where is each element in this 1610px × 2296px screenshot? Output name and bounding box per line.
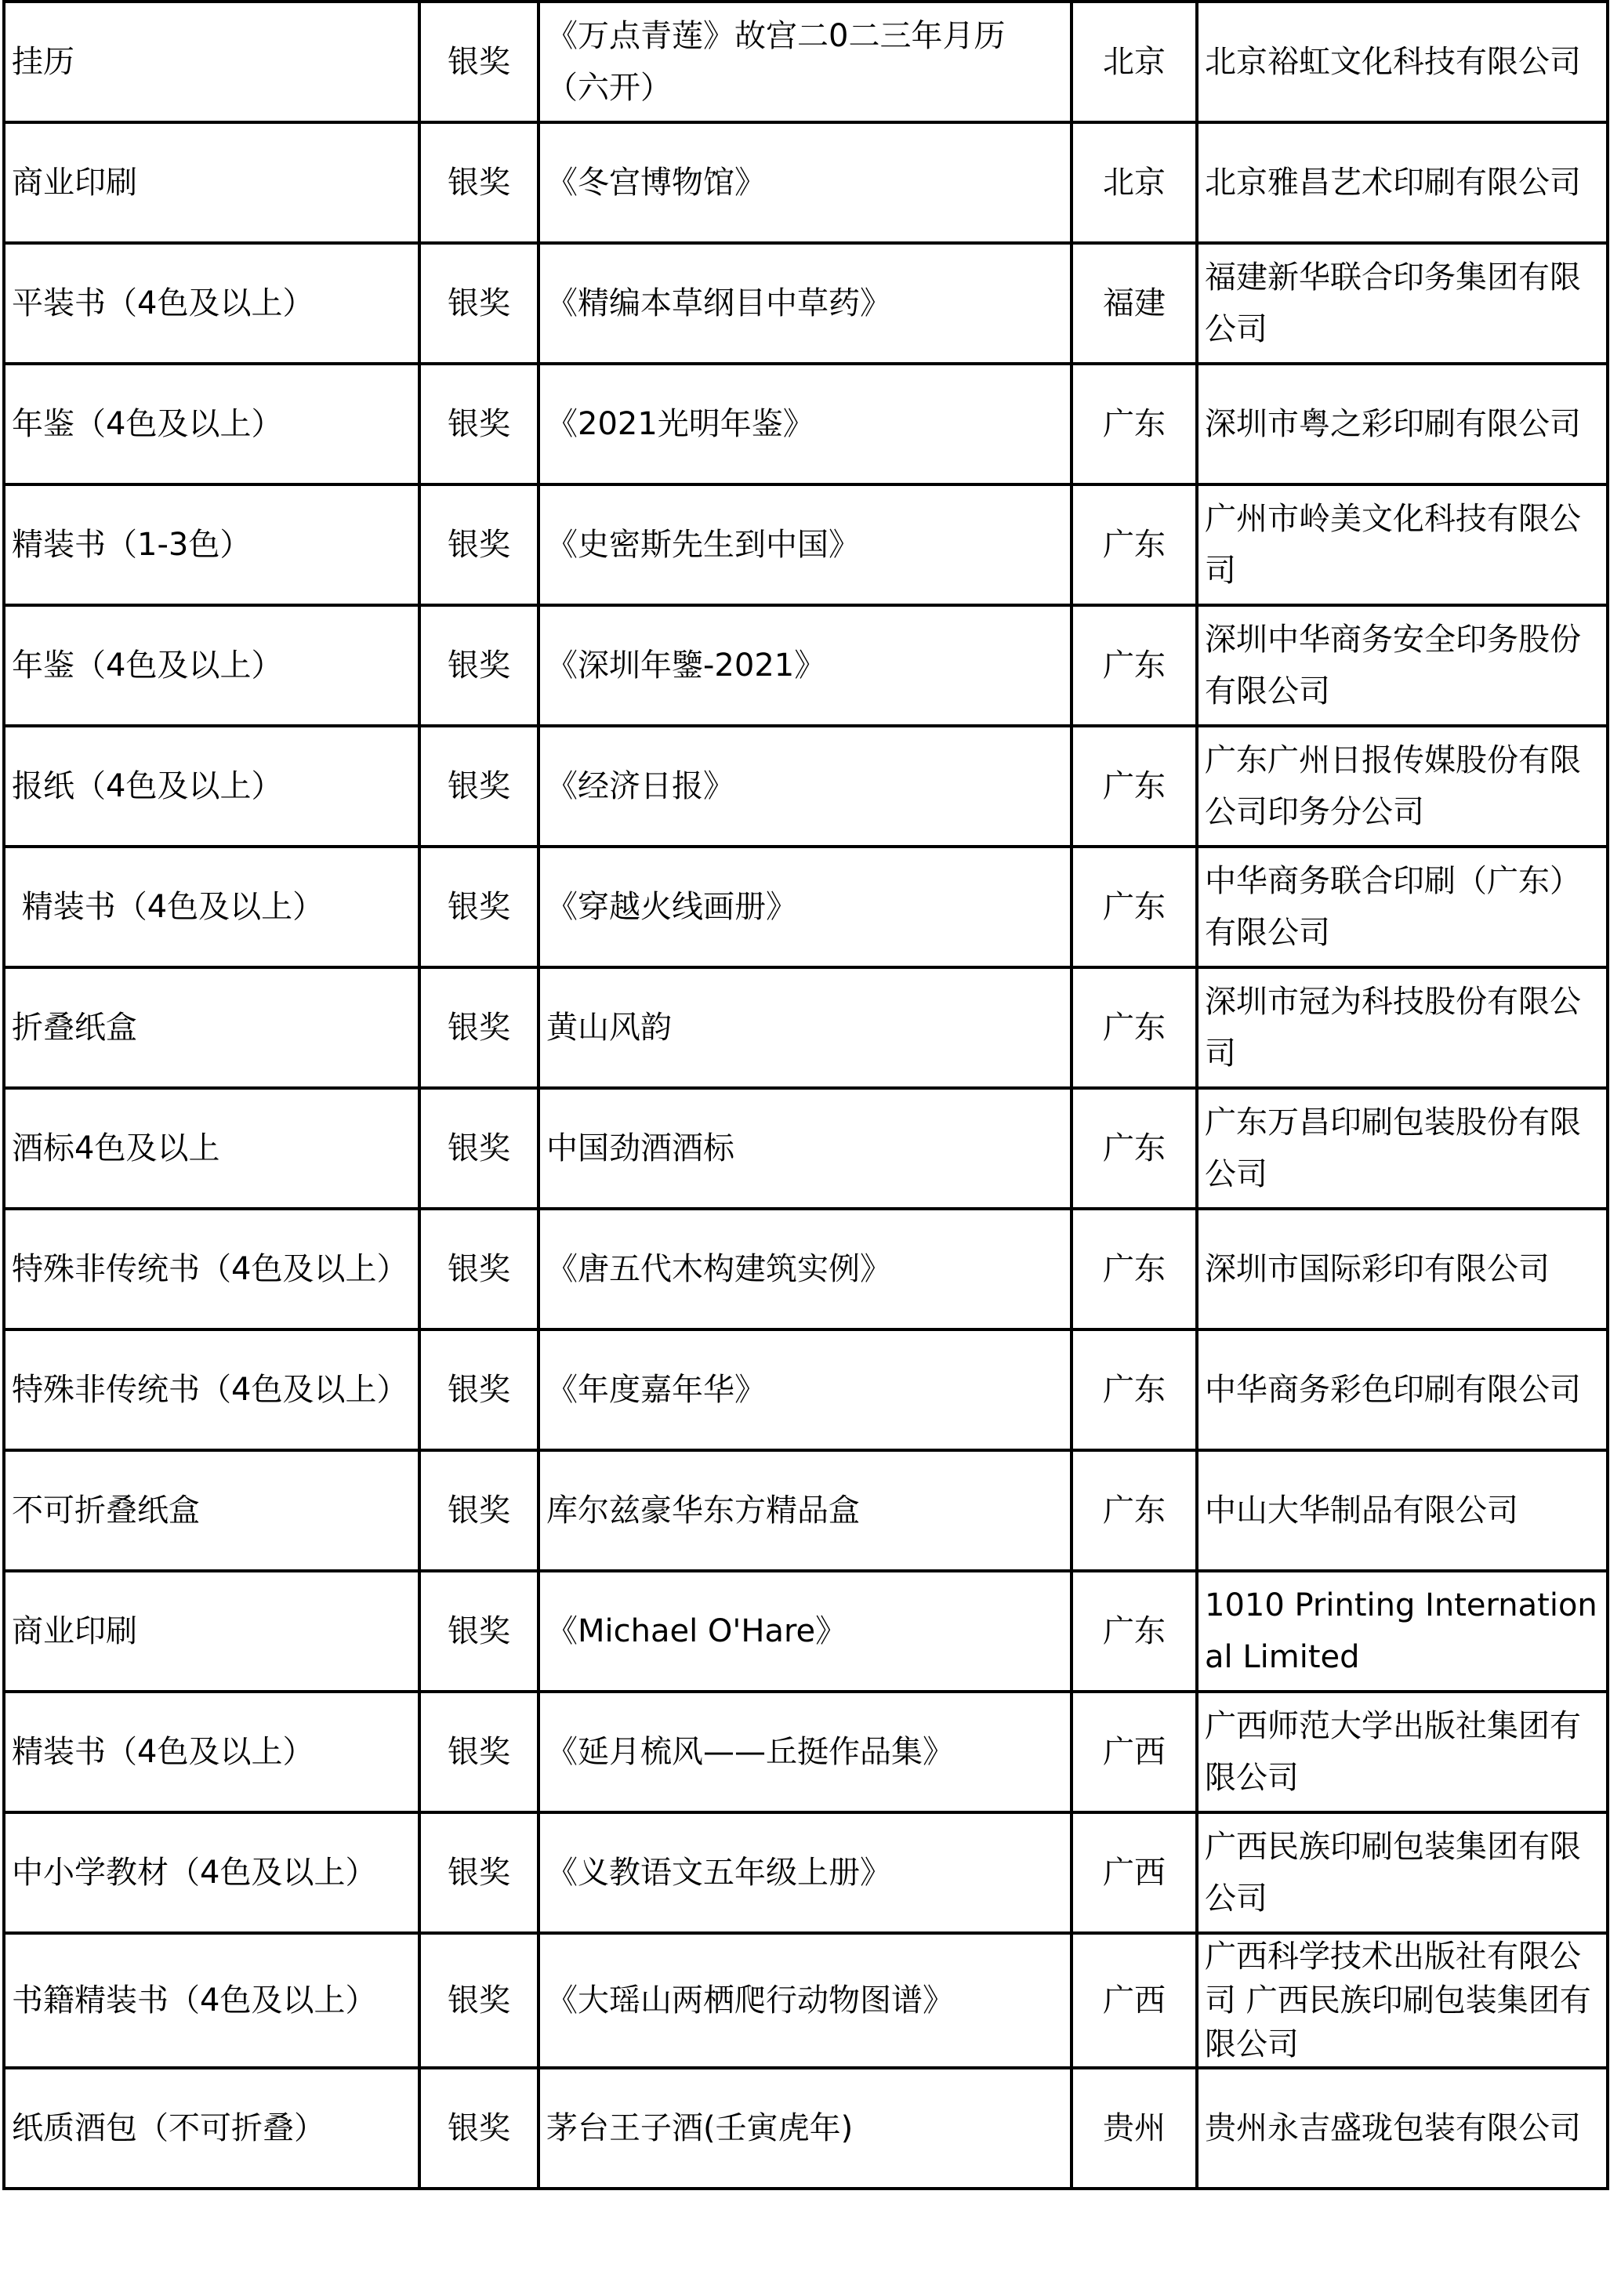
award-cell: 银奖 — [419, 364, 538, 484]
table-row — [4, 243, 1608, 364]
work-cell: 《延月梳风——丘挺作品集》 — [538, 1692, 1072, 1812]
table-row — [4, 1571, 1608, 1692]
category-cell: 年鉴（4色及以上） — [4, 364, 419, 484]
company-cell: 中华商务联合印刷（广东）有限公司 — [1197, 847, 1608, 967]
table-row — [4, 605, 1608, 726]
category-cell: 精装书（4色及以上） — [4, 1692, 419, 1812]
table-row — [4, 2, 1608, 122]
award-cell: 银奖 — [419, 847, 538, 967]
work-cell: 《深圳年鑒-2021》 — [538, 605, 1072, 726]
province-cell: 广东 — [1072, 1329, 1197, 1450]
province-cell: 广东 — [1072, 484, 1197, 605]
company-cell: 中山大华制品有限公司 — [1197, 1450, 1608, 1571]
award-cell: 银奖 — [419, 243, 538, 364]
work-cell: 《大瑶山两栖爬行动物图谱》 — [538, 1933, 1072, 2068]
work-cell: 《穿越火线画册》 — [538, 847, 1072, 967]
company-cell: 深圳市冠为科技股份有限公司 — [1197, 967, 1608, 1088]
company-cell: 广西师范大学出版社集团有限公司 — [1197, 1692, 1608, 1812]
category-cell: 纸质酒包（不可折叠） — [4, 2068, 419, 2189]
company-cell: 中华商务彩色印刷有限公司 — [1197, 1329, 1608, 1450]
category-cell: 中小学教材（4色及以上） — [4, 1812, 419, 1933]
table-row — [4, 484, 1608, 605]
province-cell: 广西 — [1072, 1692, 1197, 1812]
category-cell: 书籍精装书（4色及以上） — [4, 1933, 419, 2068]
award-table-body — [4, 2, 1608, 2189]
table-row — [4, 364, 1608, 484]
award-cell: 银奖 — [419, 1933, 538, 2068]
category-cell: 特殊非传统书（4色及以上） — [4, 1209, 419, 1329]
province-cell: 广东 — [1072, 1450, 1197, 1571]
award-cell: 银奖 — [419, 1209, 538, 1329]
work-cell: 《义教语文五年级上册》 — [538, 1812, 1072, 1933]
province-cell: 北京 — [1072, 2, 1197, 122]
award-table — [2, 0, 1609, 2190]
work-cell: 茅台王子酒(壬寅虎年) — [538, 2068, 1072, 2189]
table-row — [4, 2068, 1608, 2189]
award-cell: 银奖 — [419, 122, 538, 243]
category-cell: 不可折叠纸盒 — [4, 1450, 419, 1571]
company-cell: 深圳市粤之彩印刷有限公司 — [1197, 364, 1608, 484]
company-cell: 广西民族印刷包装集团有限公司 — [1197, 1812, 1608, 1933]
award-cell: 银奖 — [419, 1450, 538, 1571]
company-cell: 深圳中华商务安全印务股份有限公司 — [1197, 605, 1608, 726]
table-row — [4, 1450, 1608, 1571]
company-cell: 1010 Printing International Limited — [1197, 1571, 1608, 1692]
province-cell: 广东 — [1072, 1088, 1197, 1209]
award-cell: 银奖 — [419, 605, 538, 726]
company-cell: 广西科学技术出版社有限公司 广西民族印刷包装集团有限公司 — [1197, 1933, 1608, 2068]
category-cell: 折叠纸盒 — [4, 967, 419, 1088]
company-cell: 福建新华联合印务集团有限公司 — [1197, 243, 1608, 364]
province-cell: 贵州 — [1072, 2068, 1197, 2189]
work-cell: 《年度嘉年华》 — [538, 1329, 1072, 1450]
province-cell: 广东 — [1072, 847, 1197, 967]
table-row — [4, 1692, 1608, 1812]
company-cell: 深圳市国际彩印有限公司 — [1197, 1209, 1608, 1329]
table-row — [4, 967, 1608, 1088]
award-cell: 银奖 — [419, 2, 538, 122]
category-cell: 酒标4色及以上 — [4, 1088, 419, 1209]
company-cell: 北京裕虹文化科技有限公司 — [1197, 2, 1608, 122]
award-cell: 银奖 — [419, 1692, 538, 1812]
category-cell: 商业印刷 — [4, 1571, 419, 1692]
province-cell: 广西 — [1072, 1812, 1197, 1933]
award-cell: 银奖 — [419, 1812, 538, 1933]
category-cell: 报纸（4色及以上） — [4, 726, 419, 847]
work-cell: 黄山风韵 — [538, 967, 1072, 1088]
award-cell: 银奖 — [419, 1571, 538, 1692]
company-cell: 广东广州日报传媒股份有限公司印务分公司 — [1197, 726, 1608, 847]
table-row — [4, 1209, 1608, 1329]
category-cell: 商业印刷 — [4, 122, 419, 243]
work-cell: 《Michael O'Hare》 — [538, 1571, 1072, 1692]
table-row — [4, 1329, 1608, 1450]
category-cell: 特殊非传统书（4色及以上） — [4, 1329, 419, 1450]
company-cell: 广东万昌印刷包装股份有限公司 — [1197, 1088, 1608, 1209]
table-row — [4, 1933, 1608, 2068]
table-row — [4, 726, 1608, 847]
category-cell: 平装书（4色及以上） — [4, 243, 419, 364]
award-cell: 银奖 — [419, 484, 538, 605]
category-cell: 精装书（4色及以上） — [4, 847, 419, 967]
work-cell: 《经济日报》 — [538, 726, 1072, 847]
table-row — [4, 122, 1608, 243]
company-cell: 广州市岭美文化科技有限公司 — [1197, 484, 1608, 605]
company-cell: 北京雅昌艺术印刷有限公司 — [1197, 122, 1608, 243]
award-cell: 银奖 — [419, 1329, 538, 1450]
category-cell: 年鉴（4色及以上） — [4, 605, 419, 726]
category-cell: 挂历 — [4, 2, 419, 122]
work-cell: 《史密斯先生到中国》 — [538, 484, 1072, 605]
province-cell: 广东 — [1072, 605, 1197, 726]
work-cell: 中国劲酒酒标 — [538, 1088, 1072, 1209]
work-cell: 库尔兹豪华东方精品盒 — [538, 1450, 1072, 1571]
award-cell: 银奖 — [419, 2068, 538, 2189]
award-cell: 银奖 — [419, 967, 538, 1088]
company-cell: 贵州永吉盛珑包装有限公司 — [1197, 2068, 1608, 2189]
work-cell: 《精编本草纲目中草药》 — [538, 243, 1072, 364]
work-cell: 《万点青莲》故宫二0二三年月历（六开） — [538, 2, 1072, 122]
award-cell: 银奖 — [419, 1088, 538, 1209]
work-cell: 《2021光明年鉴》 — [538, 364, 1072, 484]
province-cell: 北京 — [1072, 122, 1197, 243]
province-cell: 广东 — [1072, 1209, 1197, 1329]
table-row — [4, 1812, 1608, 1933]
work-cell: 《唐五代木构建筑实例》 — [538, 1209, 1072, 1329]
province-cell: 广西 — [1072, 1933, 1197, 2068]
province-cell: 广东 — [1072, 364, 1197, 484]
province-cell: 福建 — [1072, 243, 1197, 364]
award-cell: 银奖 — [419, 726, 538, 847]
table-row — [4, 1088, 1608, 1209]
province-cell: 广东 — [1072, 1571, 1197, 1692]
province-cell: 广东 — [1072, 967, 1197, 1088]
province-cell: 广东 — [1072, 726, 1197, 847]
category-cell: 精装书（1-3色） — [4, 484, 419, 605]
table-row — [4, 847, 1608, 967]
work-cell: 《冬宫博物馆》 — [538, 122, 1072, 243]
